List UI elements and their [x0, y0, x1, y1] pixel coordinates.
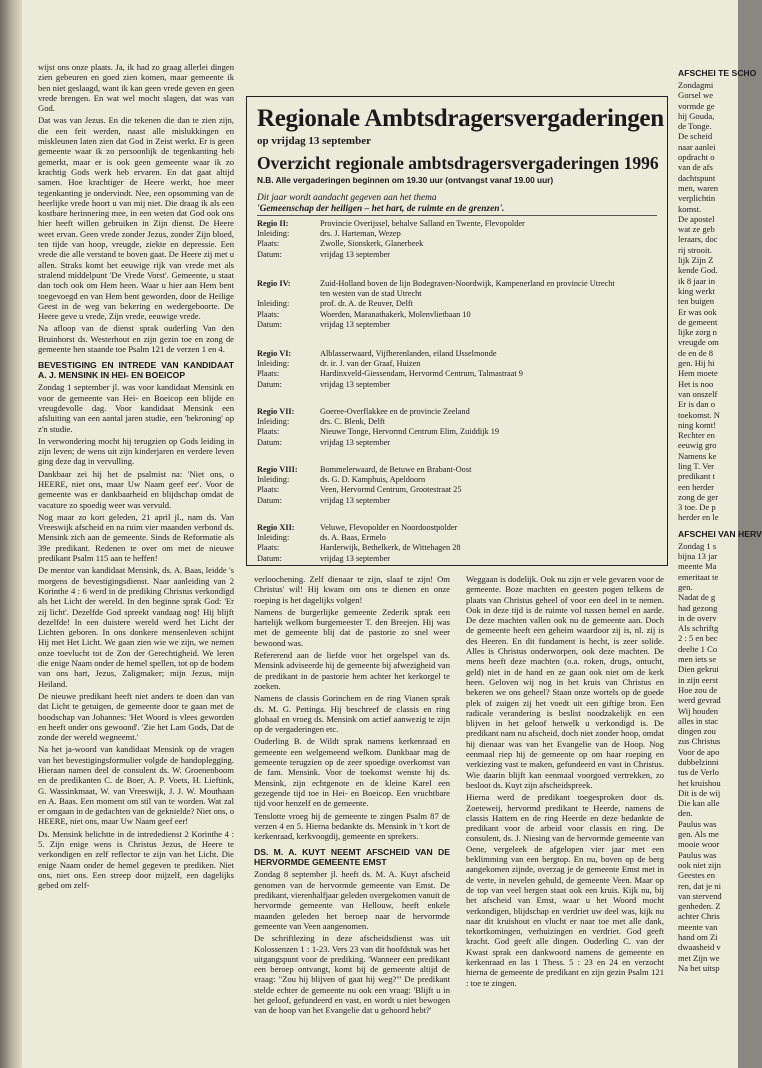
region-label: Plaats: [257, 239, 280, 249]
text-line: De scheid [678, 131, 713, 142]
region-row [257, 380, 657, 390]
text-line: predikant t [678, 471, 715, 482]
region-row [257, 496, 657, 506]
text-line: bijna 13 jar [678, 551, 718, 562]
article-heading: BEVESTIGING EN INTREDE VAN KANDIDAAT A. J. MENSINK IN HEI- EN BOEICOP [38, 360, 234, 381]
region-label: Regio VI: [257, 349, 292, 358]
region-label: Plaats: [257, 485, 280, 495]
text-line: vormde ge [678, 100, 715, 111]
region-row [257, 465, 657, 475]
region-label: Regio VII: [257, 407, 295, 416]
region-row [257, 438, 657, 448]
paragraph: Na afloop van de dienst sprak ouderling Van den Bruinhorst ds. Westerhout en zijn gezin toe en zong de gemeente hen staande toe Psalm 121 de verzen 1 en 4. [38, 323, 234, 355]
region-value: Zwolle, Sionskerk, Glanerbeek [320, 239, 424, 249]
text-line: het kruishou [678, 777, 721, 788]
text-line: Paulus was [678, 818, 717, 829]
text-line: ren, dat je ni [678, 880, 721, 891]
text-line: meente van [678, 921, 718, 932]
paragraph: In verwondering mocht hij terugzien op Gods leiding in zijn leven; de wens uit zijn kinderjaren en verdere leven ging deze dag in vervulling. [38, 435, 234, 467]
theme-intro: Dit jaar wordt aandacht gegeven aan het thema [257, 193, 437, 203]
paragraph: De nieuwe predikant heeft niet anders te doen dan van dat Licht te getuigen, de gemeente door te gaan met de boodschap van Johannes: 'Het Woord is vlees geworden en heeft onder ons gewoond'. 'Zie het Lam Gods, Dat de zonde der wereld wegneemt.' [38, 690, 234, 743]
text-line: in de overv [678, 612, 717, 623]
region-row [257, 349, 657, 359]
region-value: Veluwe, Flevopolder en Noordoostpolder [320, 523, 458, 532]
text-line: 2 : 5 en bec [678, 633, 718, 644]
region-row [257, 310, 657, 320]
region-label: Datum: [257, 319, 282, 329]
text-line: van stervend [678, 890, 722, 901]
region-value: Nieuwe Tonge, Hervormd Centrum Elim, Zuiddijk 19 [320, 427, 500, 437]
paragraph: Tenslotte vroeg hij de gemeente te zingen Psalm 87 de verzen 4 en 5. Hierna bedankte ds. Mensink in 't kort de kerkenraad, kerkvoogdij, gemeente en sprekers. [254, 810, 450, 842]
text-line: hij Gouda, [678, 110, 715, 121]
region-label: Datum: [257, 495, 282, 505]
region-divider [257, 215, 657, 216]
text-line: had gezong [678, 602, 718, 613]
paragraph: Weggaan is dodelijk. Ook nu zijn er vele gevaren voor de gemeente. Boze machten en geesten pogen telkens de plaats van Christus geheel of voor een deel in te nemen. Ook in deze tijd is de ruimte vol tussen hemel en aarde. De deze machten vallen ook nu de gemeente aan. Doch de gemeente heeft een geheim waardoor zij is, nl. zij is des Heeren. En dit fundament is hecht, is zeer solide. Alles is Christus onderworpen, ook deze machten. De mens heeft deze machten (o.a. roken, drugs, ontucht, geld) niet in de hand en ze gaan ook niet om de kerk heen. Geloven wij nog in het kruis van Christus en bekeren we ons geheel? Staan onze wortels op de goede plek of zuigen zij het voedt uit een giftige bron. Een radicale verandering is beslist noodzakelijk en een blijven in het geloof hetwelk u verkondigd is. De predikant nam nu afscheid, doch niet zonder hoop, omdat hij dienaar was van het Evangelie van de Hoop. Nog eenmaal riep hij de gemeente op om haar roeping en verkiezing vast te maken, gefundeerd en vast in Christus. Wie daarin blijft kan eenmaal voorgoed vertrekken, zo besloot ds. Kuyt zijn afscheidspreek. [466, 574, 664, 790]
region-block [257, 279, 657, 330]
text-line: de gemeent [678, 316, 718, 327]
paragraph: Zondag 1 september jl. was voor kandidaat Mensink en voor de gemeente van Hei- en Boeicop een blijde en vreugdevolle dag. Voor kandidaat Mensink een afsluiting van een aantal jaren studie, een 'bekroning' op z'n studie. [38, 382, 234, 434]
text-line: zus Christus [678, 736, 721, 747]
text-line: lijke zorg n [678, 327, 717, 338]
region-label: Regio VIII: [257, 465, 298, 474]
text-line: opdracht o [678, 152, 715, 163]
box-overview-title: Overzicht regionale ambtsdragersvergaderingen 1996 [257, 153, 659, 173]
text-line: Nadat de g [678, 592, 716, 603]
text-line: Dit is de wij [678, 787, 721, 798]
region-value: vrijdag 13 september [320, 379, 391, 389]
article-heading: AFSCHEI VAN HERV [678, 528, 762, 539]
region-row [257, 427, 657, 437]
text-line: Hoe zou de [678, 684, 718, 695]
region-row [257, 359, 657, 369]
box-title: Regionale Ambtsdragersvergaderingen [257, 105, 664, 132]
region-value: Goeree-Overflakkee en de provincie Zeeland [320, 407, 470, 416]
region-row [257, 239, 657, 249]
paragraph: Namens de classis Gorinchem en de ring Vianen sprak ds. M. G. Pettinga. Hij beschreef de classis en ring globaal en vroeg ds. Mensink om actief aanwezig te zijn op de vergaderingen etc. [254, 693, 450, 735]
region-label: Inleiding: [257, 299, 290, 309]
text-line: de en de 8 [678, 347, 714, 358]
text-line: deelte 1 Co [678, 643, 718, 654]
region-row [257, 229, 657, 239]
text-line: Als schriftg [678, 623, 719, 634]
region-row [257, 533, 657, 543]
text-line: Paulus was [678, 849, 717, 860]
region-value: Harderwijk, Bethelkerk, de Wittehagen 28 [320, 543, 461, 553]
region-value: prof. dr. A. de Reuver, Delft [320, 299, 413, 309]
region-value: drs. J. Harteman, Wezep [320, 229, 401, 239]
text-line: lijk Zijn Z [678, 255, 714, 266]
text-line: Het is noo [678, 378, 714, 389]
region-value: dr. ir. J. van der Graaf, Huizen [320, 359, 421, 369]
paragraph: De mentor van kandidaat Mensink, ds. A. Baas, leidde 's morgens de bevestigingsdienst. Naar aanleiding van 2 Korinthe 4 : 6 werd in de prediking Christus verkondigd als het Licht der wereld. In den beginne sprak God: 'Er zij licht'. Dezelfde God spreekt vandaag nog! Hij blijft dezelfde! In een duistere wereld werd het Licht der Lichten geboren. In ons donkere mensenleven schijnt Hij met Het Licht. We gaan zien wie we zijn, we nemen onze toevlucht tot de Zon der Gerechtigheid. We leren die enige Naam onder de hemel spellen, tot op de bodem van ons hart, Jezus, Zaligmaker; mijn Jezus, mijn Heiland. [38, 565, 234, 689]
text-line: van onszelf [678, 388, 718, 399]
region-label: Regio IV: [257, 279, 291, 288]
text-line: Gorsel we [678, 90, 714, 101]
text-line: rij strooit. [678, 244, 712, 255]
region-value: vrijdag 13 september [320, 249, 391, 259]
paragraph: Dankbaar zei hij het de psalmist na: 'Niet ons, o HEERE, niet ons, maar Uw Naam geef eer'. Voor de gemeente was er dankbaarheid en blijdschap omdat de vacature zo spoedig weer was vervuld. [38, 468, 234, 510]
region-value: ten westen van de stad Utrecht [320, 289, 422, 299]
region-row [257, 407, 657, 417]
region-row [257, 543, 657, 553]
paragraph: wijst ons onze plaats. Ja, ik had zo graag allerlei dingen zien gebeuren en goed zien komen, maar gemeente ik ben niet geslaagd, want ik kan geen vrede geven en geen vrede brengen. En wat wel mocht slagen, dat was van God. [38, 62, 234, 114]
paragraph: Na het ja-woord van kandidaat Mensink op de vragen van het bevestigingsformulier volgde de handoplegging. Hieraan namen deel de consulent ds. W. Groenenboom en de predikanten C. de Boer, A. P. Voets, H. Lieftink, G. Wassinkmaat, W. van Vreeswijk, J. J. W. Mouthaan en A. Baas. Een moment om stil van te worden. Wat zal er omgaan in de gedachten van de geknielde? Niet ons, o HEERE, niet ons, maar Uw Naam geef eer! [38, 744, 234, 827]
text-line: achter Chris [678, 911, 720, 922]
text-line: komst. [678, 203, 702, 214]
region-row [257, 279, 657, 289]
region-row [257, 369, 657, 379]
region-value: Woerden, Maranathakerk, Molenvlietbaan 10 [320, 309, 471, 319]
region-label: Inleiding: [257, 417, 290, 427]
paragraph: Zondag 8 september jl. heeft ds. M. A. Kuyt afscheid genomen van de hervormde gemeente van Emst. De predikant, vierenhalfjaar geleden overgekomen vanuit de hervormde gemeente van Hellouw, heeft enkele maanden geleden het beroep naar de hervormde gemeente van Veen aangenomen. [254, 869, 450, 931]
region-block [257, 219, 657, 260]
region-label: Regio II: [257, 219, 289, 228]
region-value: Alblasserwaard, Vijfherenlanden, eiland IJsselmonde [320, 349, 497, 358]
text-line: Geestes en [678, 870, 715, 881]
meetings-box [246, 96, 668, 566]
region-label: Inleiding: [257, 229, 290, 239]
paragraph: Hierna werd de predikant toegesproken door ds. Zoeteweij, hervormd predikant te Heerde, namens de classis Hattem en de ring Heerde en deze bedankte de predikant voor de arbeid voor classis en ring. De consulent, ds. J. Niesing van de hervormde gemeente van Oene, vergeleek de afgelopen vier jaar met een beklimming van een bergtop. En nu, boven op de berg aangekomen zijnde, overzag je de gemeente Emst met in de verte, in nevelen gehuld, de gemeente Veen. Maar op de top van veel bergen staat ook een kruis. Kijk nu, bij het afscheid van Emst, waar u het Woord mocht verkondigen, blijdschap en verdriet uw deel was, kijk nu naar dit kruishout en vlucht er naar toe met alle dank, tekortkomingen, verhuizingen en verdriet. God geeft kracht. God geeft alle dingen. Ouderling C. van der Kwast sprak een dankwoord namens de gemeente en kerkenraad en las 1 Thess. 5 : 23 en 24 en verzocht hierna de gemeente de predikant en zijn gezin Psalm 121 : toe te zingen. [466, 792, 664, 988]
region-label: Plaats: [257, 427, 280, 437]
region-block [257, 523, 657, 564]
region-block [257, 407, 657, 448]
text-line: dubbelzinni [678, 757, 719, 767]
text-line: Rechter en [678, 430, 715, 441]
text-line: toekomst. N [678, 409, 721, 420]
text-line: de Tonge. [678, 121, 712, 132]
text-line: meente Ma [678, 561, 717, 572]
text-line: wat ze geb [678, 224, 715, 235]
region-label: Plaats: [257, 543, 280, 553]
paragraph: Namens de burgerlijke gemeente Zederik sprak een hartelijk welkom burgemeester T. den Breejen. Hij was met de gemeente blij dat de pastorie zo snel weer bewoond was. [254, 606, 450, 648]
text-line: mooie woor [678, 839, 720, 850]
text-line: hand om Zi [678, 932, 718, 943]
text-line: ten buigen [678, 296, 715, 307]
text-line: eeuwig gro [678, 440, 717, 451]
article-heading: DS. M. A. KUYT NEEMT AFSCHEID VAN DE HERVORMDE GEMEENTE EMST [254, 847, 450, 868]
box-note: N.B. Alle vergaderingen beginnen om 19.30 uur (ontvangst vanaf 19.00 uur) [257, 175, 554, 185]
text-line: 3 toe. De p [678, 502, 716, 513]
region-value: vrijdag 13 september [320, 495, 391, 505]
region-value: ds. A. Baas, Ermelo [320, 533, 386, 543]
text-line: vreugde om [678, 337, 719, 348]
text-line: verplichtin [678, 193, 716, 204]
text-line: werd gevrad [678, 695, 721, 706]
text-line: kende God. [678, 265, 718, 276]
text-line: king werkt [678, 285, 715, 296]
text-line: in zijn eerst [678, 674, 719, 685]
region-value: Zuid-Holland boven de lijn Bodegraven-Noordwijk, Kampenerland en provincie Utrecht [320, 279, 615, 288]
text-line: herder en le [678, 512, 719, 523]
region-label: Inleiding: [257, 359, 290, 369]
region-value: Provincie Overijssel, behalve Salland en Twente, Flevopolder [320, 219, 525, 228]
region-row [257, 320, 657, 330]
column-1 [38, 62, 234, 1060]
theme-title: 'Gemeenschap der heiligen – het hart, de ruimte en de grenzen'. [257, 204, 505, 214]
text-line: emeritaat te [678, 571, 719, 582]
region-row [257, 250, 657, 260]
text-line: genheden. Z [678, 901, 721, 912]
text-line: leraars, doc [678, 234, 718, 245]
region-label: Datum: [257, 379, 282, 389]
text-line: ning komt! [678, 419, 716, 430]
article-heading: AFSCHEI TE SCHO [678, 68, 757, 78]
box-theme [257, 193, 504, 215]
text-line: Dien gekrui [678, 664, 719, 675]
box-subtitle: op vrijdag 13 september [257, 135, 371, 147]
region-label: Plaats: [257, 369, 280, 379]
region-row [257, 299, 657, 309]
region-label: Datum: [257, 249, 282, 259]
text-line: men iets se [678, 654, 717, 665]
region-value: Bommelerwaard, de Betuwe en Brabant-Oost [320, 465, 472, 474]
text-line: dwaasheid v [678, 942, 721, 953]
paragraph: Ouderling B. de Wildt sprak namens kerkenraad en gemeente een welgemeend welkom. Dankbaar mag de gemeente terugzien op de zeer spoedige overkomst van de fam. Mensink. Voor de toekomst wenste hij ds. Mensink, zijn echtgenote en de kleine Karel een gezegende tijd toe in Hei- en Boeicop. Een vruchtbare tijd voor henzelf en de gemeente. [254, 736, 450, 809]
region-label: Datum: [257, 437, 282, 447]
text-line: Hem moete [678, 368, 718, 379]
region-value: vrijdag 13 september [320, 553, 391, 563]
text-line: gen. Als me [678, 829, 719, 840]
region-value: Hardinxveld-Giessendam, Hervormd Centrum, Talmastraat 9 [320, 369, 523, 379]
text-line: Na het uitsp [678, 962, 720, 973]
text-line: Die kan alle [678, 798, 720, 809]
region-row [257, 289, 657, 299]
text-line: Wij houden [678, 705, 718, 716]
text-line: Zondag 1 s [678, 540, 717, 551]
text-line: ling T. Ver [678, 460, 715, 471]
paragraph: De schriftlezing in deze afscheidsdienst was uit Kolossenzen 1 : 1-23. Vers 23 van dit hoofdstuk was het uitgangspunt voor de prediking. 'Wanneer een predikant een beroep ontvangt, komt bij de gemeente altijd de vraag: "Zou hij blijven of gaat hij weg?"' De predikant stelde echter de gemeente nu ook een vraag: 'Blijft u in het geloof, gefundeerd en vast, en wordt u niet bewogen van de hoop van het Evangelie dat u gehoord hebt?' [254, 933, 450, 1016]
text-line: met Zijn we [678, 952, 720, 963]
text-line: dachtspunt [678, 172, 716, 183]
region-row [257, 523, 657, 533]
region-label [257, 289, 320, 299]
text-line: Zondagmi [678, 80, 714, 90]
text-line: van de afs [678, 162, 713, 173]
text-line: zong de ger [678, 491, 719, 502]
region-row [257, 417, 657, 427]
region-row [257, 475, 657, 485]
text-line: naar aanlei [678, 141, 716, 152]
text-line: De apostel [678, 213, 715, 224]
region-block [257, 465, 657, 506]
paragraph: Refererend aan de liefde voor het orgelspel van ds. Mensink adviseerde hij de gemeente bij afwezigheid van de predikant in de pastorie hem achter het kerkorgel te zoeken. [254, 650, 450, 691]
column-4-cropped [678, 62, 762, 1062]
region-label: Inleiding: [257, 533, 290, 543]
region-row [257, 554, 657, 564]
region-label: Inleiding: [257, 475, 290, 485]
paragraph: Ds. Mensink belichtte in de intrededienst 2 Korinthe 4 : 5. Zijn enige wens is Christus Jezus, de Heere te verkondigen en zelf reflector te zijn van het Licht. Die enige Naam onder de hemel gegeven te prediken. Niet ons, niet ons. Een streep door mijzelf, een dagelijks gebed om zelf- [38, 828, 234, 891]
text-line: gen. [678, 581, 693, 592]
region-label: Plaats: [257, 309, 280, 319]
region-value: vrijdag 13 september [320, 437, 391, 447]
text-line: dingen zou [678, 726, 716, 737]
region-value: ds. G. D. Kamphuis, Apeldoorn [320, 475, 426, 485]
region-label: Datum: [257, 553, 282, 563]
region-block [257, 349, 657, 390]
region-value: vrijdag 13 september [320, 319, 391, 329]
text-line: tus de Verlo [678, 767, 719, 778]
column-3 [466, 574, 664, 1058]
text-line: Er is dan o [678, 399, 715, 410]
column-2 [254, 574, 450, 1058]
region-label: Regio XII: [257, 523, 295, 532]
text-line: Voor de apo [678, 746, 720, 757]
text-line: ik 8 jaar in [678, 275, 715, 286]
paragraph: verloochening. Zelf dienaar te zijn, slaaf te zijn! Om Christus' wil! Hij kwam om ons te dienen en onze roeping is het dagelijks volgen! [254, 574, 450, 605]
region-value: drs. C. Blenk, Delft [320, 417, 385, 427]
text-line: Er was ook [678, 306, 717, 317]
text-line: een herder [678, 481, 715, 492]
paragraph: Nog maar zo kort geleden, 21 april jl., nam ds. Van Vreeswijk afscheid en na ruim vier maanden verbond ds. Mensink zich aan de gemeente. Sinds de Reformatie als 39e predikant. Redenen te over om met de nieuwe predikant Psalm 115 aan te heffen! [38, 511, 234, 564]
text-line: Namens ke [678, 450, 717, 461]
text-line: ook niet zijn [678, 859, 721, 870]
text-line: den. [678, 808, 693, 819]
text-line: men, waren [678, 182, 719, 193]
text-line: alles in stac [678, 715, 719, 726]
book-spine [0, 0, 22, 1068]
region-row [257, 219, 657, 229]
region-row [257, 485, 657, 495]
paragraph: Dat was van Jezus. En die tekenen die dan te zien zijn, die een feit werden, naast alle mislukkingen en miskleunen laten zien dat God in Zeist werkt. Er is geen gemeente waar ik zo persoonlijk de tegenkanting heb gemerkt, maar er is ook geen gemeente waar ik zo krachtig Gods werk heb ervaren. En dat gaat altijd samen. Hoe krachtiger de Heere werkt, hoe meer tegenkanting je ondervindt. Nee, een opsomming van de heerlijke vrede hoort u van mij niet. Die draag ik als een kostbare herinnering mee, in een weten dat God ook ons hier heeft willen gebruiken in Zijn dienst. De Heere weet ervan. Geen vrede zonder Jezus, zonder Zijn bloed, ten tijde van hoop, vreugde, ziekte en depressie. Een vrede die alle verstand te boven gaat. De Heere zij met u allen. Straks komt het eeuwige rijk van vrede met als stralend middelpunt 'De Vrede Vorst'. Gemeente, u staat dan toch ook om Hem heen. Waar u hier aan Hem bent toegevoegd en van Hem bent geworden, door de Heilige Geest in de weg van bekering en wedergeboorte. De Heere geve u vrede, Zijn vrede, eeuwige vrede. [38, 115, 234, 322]
region-value: Veen, Hervormd Centrum, Grootestraat 25 [320, 485, 462, 495]
text-line: gen. Hij hi [678, 358, 715, 369]
